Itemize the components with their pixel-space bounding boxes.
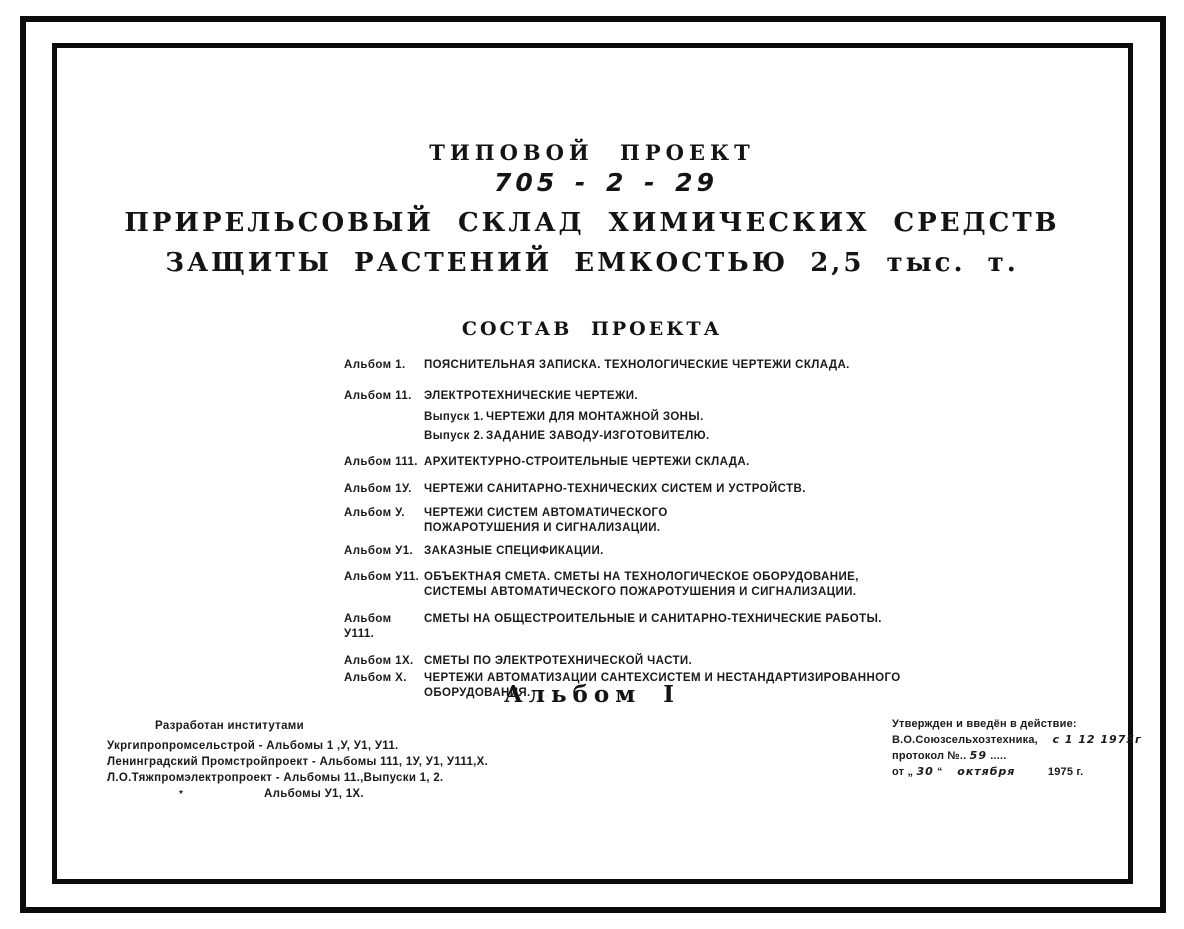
- approval-org: В.О.Союзсельхозтехника,: [892, 734, 1038, 746]
- contents-item-album-3: [344, 455, 928, 470]
- album-description: СМЕТЫ НА ОБЩЕСТРОИТЕЛЬНЫЕ И САНИТАРНО-ТЕХНИЧЕСКИЕ РАБОТЫ.: [424, 613, 882, 625]
- contents-item-album-5: [344, 506, 928, 536]
- approval-line-1: Утвержден и введён в действие:: [892, 718, 1077, 730]
- developed-by-line: Л.О.Тяжпромэлектропроект - Альбомы 11.,Выпуски 1, 2.: [107, 772, 444, 784]
- project-type-label: ТИПОВОЙ ПРОЕКТ: [429, 140, 755, 165]
- developed-by-block: [107, 718, 488, 802]
- album-label: Альбом 11.: [344, 390, 412, 402]
- developed-by-line: Ленинградский Промстройпроект - Альбомы 111, 1У, У1, У111,Х.: [107, 756, 489, 768]
- contents-subitem-issue-1: [424, 410, 928, 425]
- album-label: Альбом 1У.: [344, 483, 412, 495]
- contents-heading: СОСТАВ ПРОЕКТА: [461, 318, 723, 340]
- album-description: ПОЯСНИТЕЛЬНАЯ ЗАПИСКА. ТЕХНОЛОГИЧЕСКИЕ ЧЕРТЕЖИ СКЛАДА.: [424, 359, 850, 371]
- date-year: 1975 г.: [1047, 766, 1084, 778]
- album-description: ЧЕРТЕЖИ АВТОМАТИЗАЦИИ САНТЕХСИСТЕМ И НЕСТАНДАРТИЗИРОВАННОГО ОБОРУДОВАНИЯ.: [424, 672, 901, 699]
- album-label: Альбом У.: [344, 507, 405, 519]
- project-number-handwritten: 705 - 2 - 29: [494, 168, 718, 197]
- album-description: ОБЪЕКТНАЯ СМЕТА. СМЕТЫ НА ТЕХНОЛОГИЧЕСКОЕ ОБОРУДОВАНИЕ, СИСТЕМЫ АВТОМАТИЧЕСКОГО ПОЖАРОТУШЕНИЯ И СИГНАЛИЗАЦИИ.: [424, 571, 859, 598]
- developed-by-line: Альбомы У1, 1Х.: [264, 788, 364, 800]
- issue-label: Выпуск 1.: [424, 411, 484, 423]
- album-description: СМЕТЫ ПО ЭЛЕКТРОТЕХНИЧЕСКОЙ ЧАСТИ.: [424, 655, 693, 667]
- developed-by-line: Укргипропромсельстрой - Альбомы 1 ,У, У1, У11.: [107, 740, 399, 752]
- protocol-number-handwritten: 59: [969, 749, 987, 762]
- album-label: Альбом 1Х.: [344, 655, 414, 667]
- contents-item-album-6: [344, 544, 928, 559]
- album-description: ЧЕРТЕЖИ СИСТЕМ АВТОМАТИЧЕСКОГО ПОЖАРОТУШЕНИЯ И СИГНАЛИЗАЦИИ.: [424, 507, 668, 534]
- album-label: Альбом У1.: [344, 545, 414, 557]
- approval-line-2: [892, 732, 1162, 748]
- album-roman-caption: Альбом I: [504, 681, 680, 708]
- contents-item-album-8: [344, 612, 928, 642]
- contents-item-album-4: [344, 482, 928, 497]
- issue-description: ЗАДАНИЕ ЗАВОДУ-ИЗГОТОВИТЕЛЮ.: [486, 430, 710, 442]
- footnote-asterisk: *: [179, 789, 184, 800]
- approval-line-4: [892, 764, 1162, 780]
- album-description: АРХИТЕКТУРНО-СТРОИТЕЛЬНЫЕ ЧЕРТЕЖИ СКЛАДА.: [424, 456, 750, 468]
- album-label: Альбом 1.: [344, 359, 406, 371]
- contents-item-album-1: [344, 358, 928, 373]
- developed-by-line-continuation: [107, 786, 488, 802]
- protocol-dots: .....: [990, 750, 1007, 762]
- developed-by-heading: Разработан институтами: [155, 720, 304, 732]
- project-title-line1: ПРИРЕЛЬСОВЫЙ СКЛАД ХИМИЧЕСКИХ СРЕДСТВ: [124, 208, 1060, 238]
- album-label: Альбом 111.: [344, 456, 418, 468]
- album-description: ЧЕРТЕЖИ САНИТАРНО-ТЕХНИЧЕСКИХ СИСТЕМ И УСТРОЙСТВ.: [424, 483, 806, 495]
- issue-description: ЧЕРТЕЖИ ДЛЯ МОНТАЖНОЙ ЗОНЫ.: [486, 411, 704, 423]
- album-label: Альбом У11.: [344, 571, 420, 583]
- project-title-line2: ЗАЩИТЫ РАСТЕНИЙ ЕМКОСТЬЮ 2,5 тыс. т.: [165, 248, 1019, 278]
- approval-block: [892, 716, 1162, 780]
- approval-line-3: [892, 748, 1162, 764]
- approval-effective-date-handwritten: с 1 12 1975г: [1052, 733, 1142, 746]
- date-day-handwritten: 30: [916, 765, 934, 778]
- contents-list: [344, 358, 928, 701]
- protocol-prefix: протокол №..: [892, 750, 967, 762]
- contents-item-album-9: [344, 654, 928, 669]
- contents-item-album-2: [344, 389, 928, 404]
- issue-label: Выпуск 2.: [424, 430, 484, 442]
- album-label: Альбом Х.: [344, 672, 407, 684]
- contents-item-album-7: [344, 570, 928, 600]
- album-description: ЭЛЕКТРОТЕХНИЧЕСКИЕ ЧЕРТЕЖИ.: [424, 390, 639, 402]
- date-month-handwritten: октября: [957, 765, 1016, 778]
- album-label: Альбом У111.: [344, 613, 392, 640]
- album-description: ЗАКАЗНЫЕ СПЕЦИФИКАЦИИ.: [424, 545, 604, 557]
- date-prefix: от „: [892, 766, 914, 778]
- date-close-quote: “: [937, 766, 943, 778]
- contents-subitem-issue-2: [424, 429, 928, 444]
